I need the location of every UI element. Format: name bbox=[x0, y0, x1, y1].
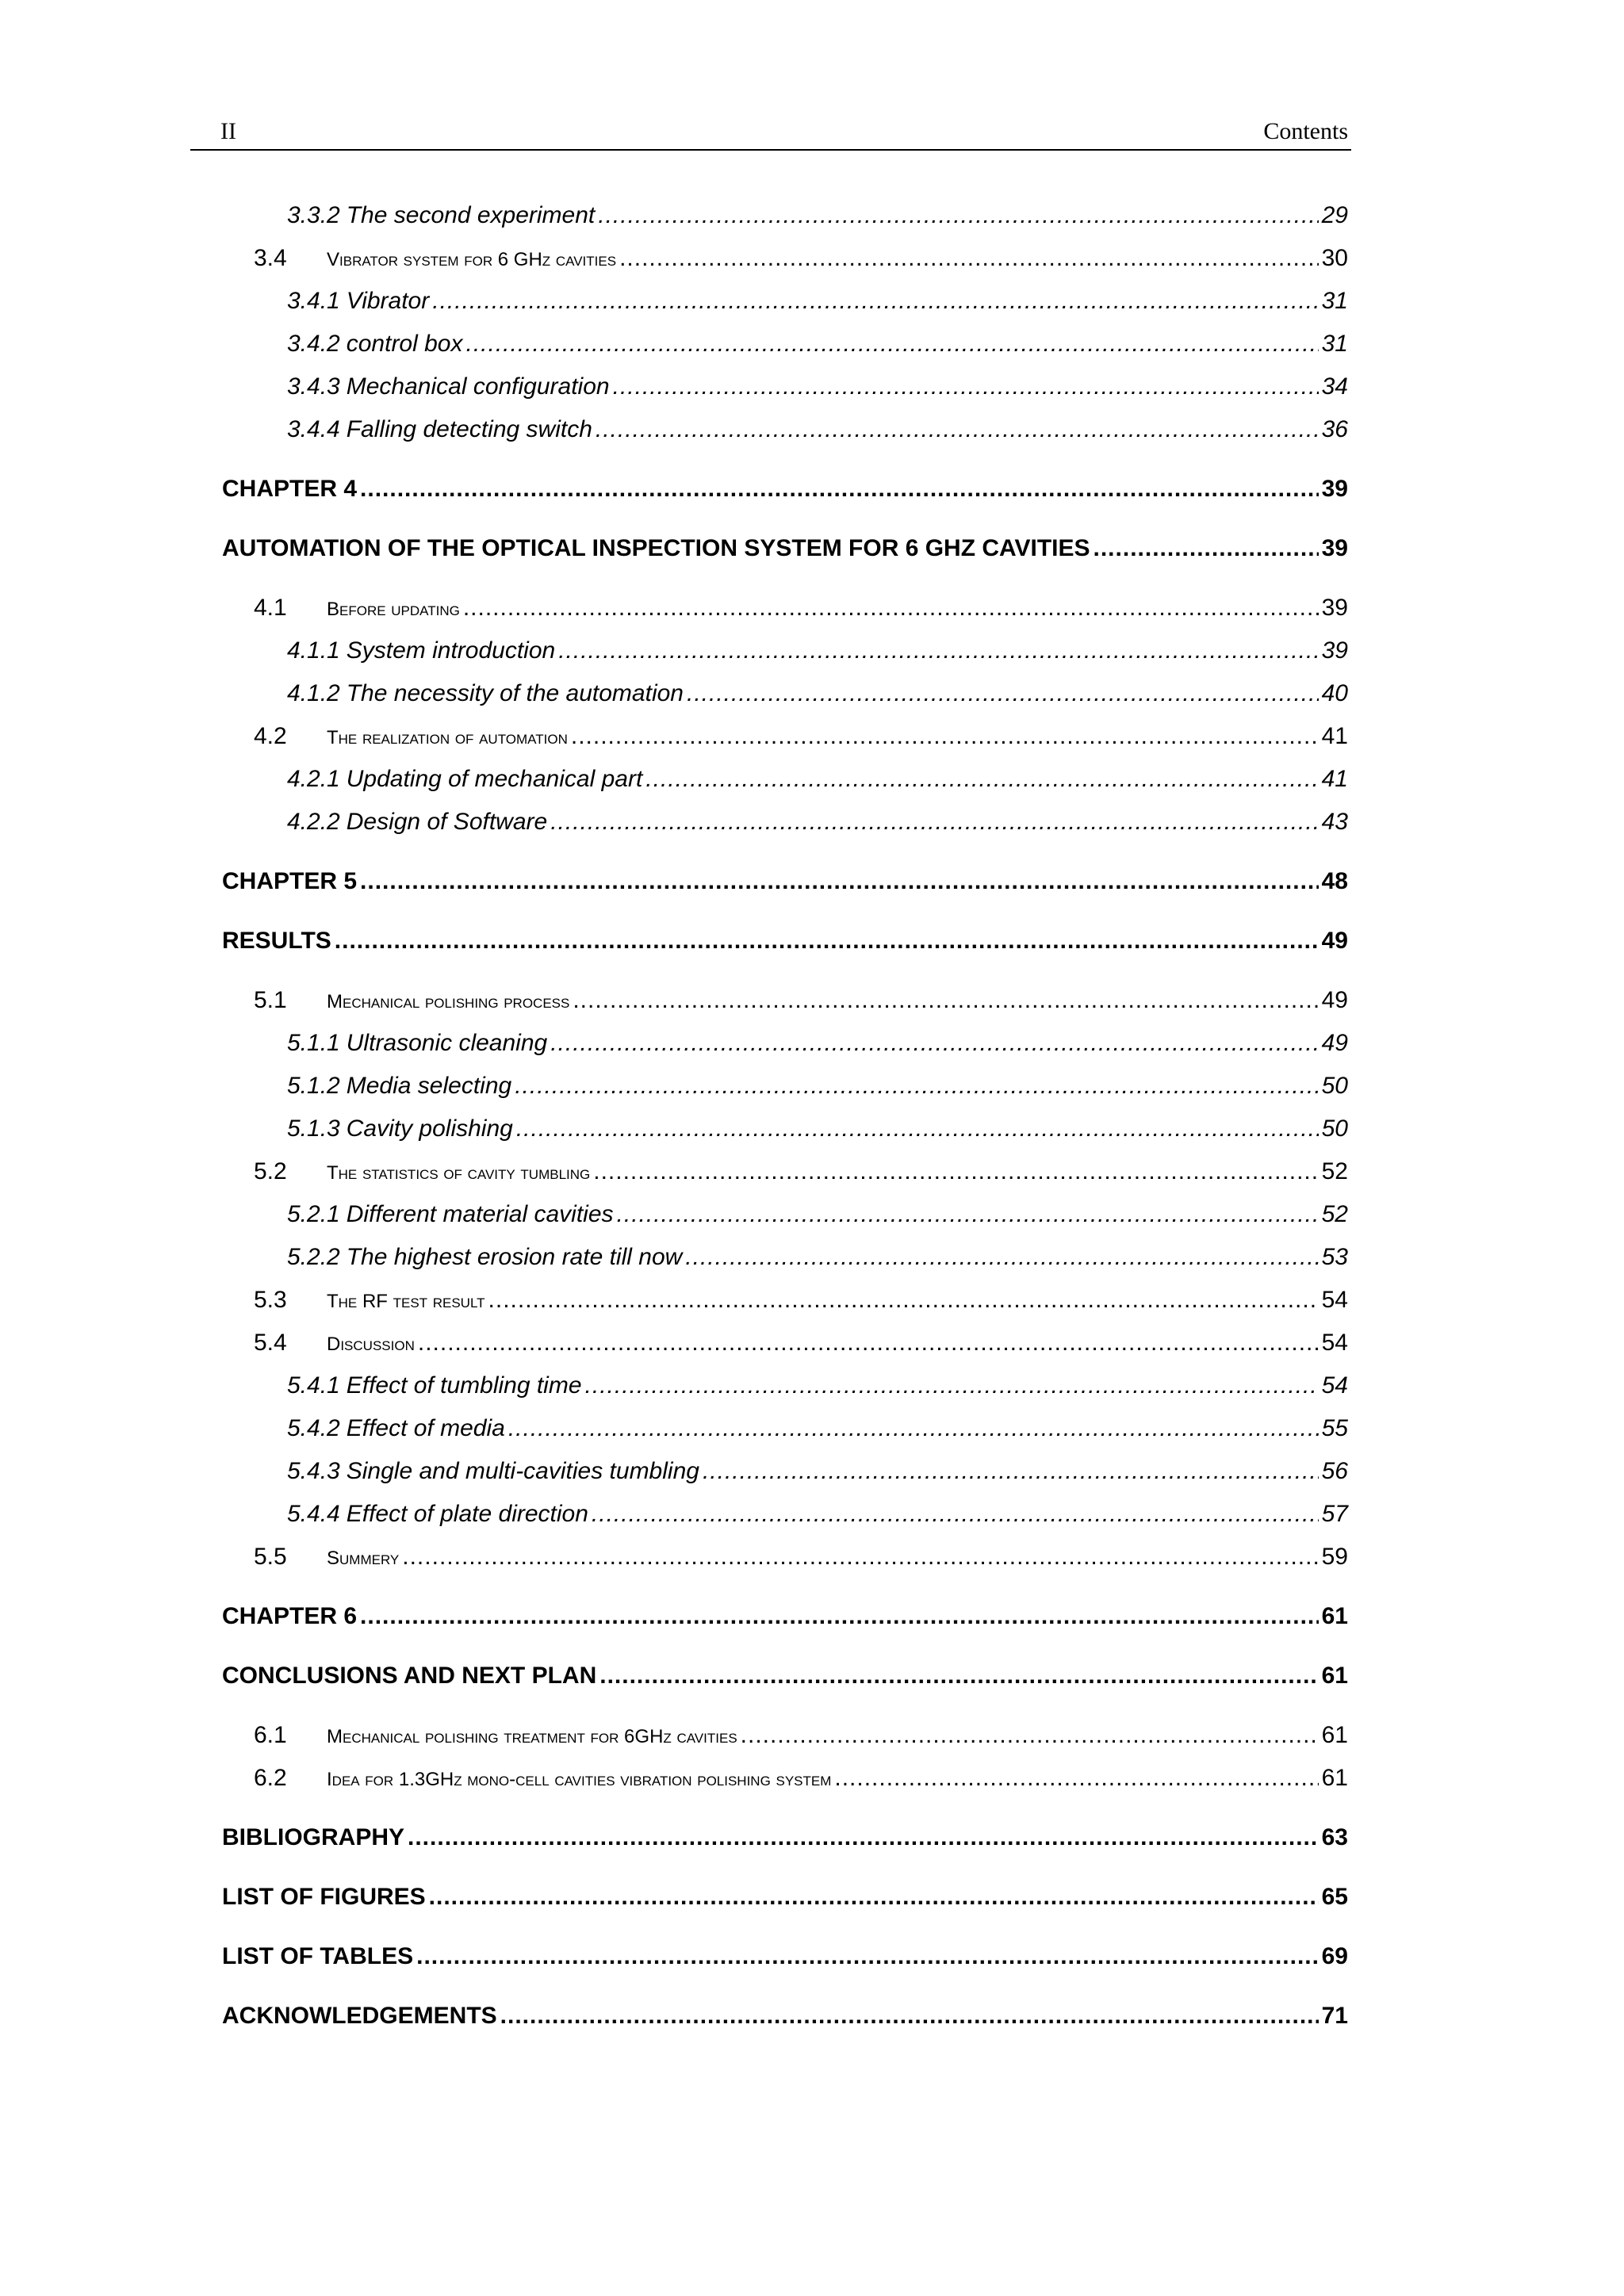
toc-entry-title: Vibrator bbox=[346, 288, 430, 314]
dot-leader bbox=[465, 327, 1318, 362]
toc-entry-page: 36 bbox=[1321, 416, 1348, 442]
toc-entry[interactable] bbox=[222, 719, 1348, 754]
dot-leader bbox=[418, 1326, 1319, 1360]
toc-entry-title: Ultrasonic cleaning bbox=[346, 1030, 548, 1056]
dot-leader bbox=[360, 1599, 1319, 1634]
toc-entry-number: 4.2.2 bbox=[287, 809, 340, 835]
toc-entry-page: 30 bbox=[1321, 245, 1348, 271]
toc-entry[interactable] bbox=[222, 762, 1348, 797]
toc-entry-title: Mechanical polishing treatment for 6GHz cavities bbox=[327, 1726, 737, 1747]
toc-entry-title: Idea for 1.3GHz mono-cell cavities vibration polishing system bbox=[327, 1769, 832, 1790]
dot-leader bbox=[463, 591, 1319, 626]
toc-entry-number: 3.3.2 bbox=[287, 202, 340, 228]
toc-entry[interactable] bbox=[222, 1599, 1348, 1634]
toc-entry[interactable] bbox=[222, 1411, 1348, 1446]
toc-entry-title: CHAPTER 4 bbox=[222, 476, 358, 502]
toc-entry-page: 39 bbox=[1321, 595, 1348, 621]
dot-leader bbox=[573, 983, 1318, 1018]
toc-entry-title: Falling detecting switch bbox=[346, 416, 592, 442]
toc-entry[interactable] bbox=[222, 864, 1348, 899]
toc-entry-title: Effect of tumbling time bbox=[346, 1372, 582, 1399]
dot-leader bbox=[516, 1112, 1319, 1146]
toc-entry[interactable] bbox=[222, 805, 1348, 840]
toc-entry-page: 59 bbox=[1321, 1544, 1348, 1570]
toc-entry-number: 3.4 bbox=[254, 245, 287, 271]
toc-entry-title: The realization of automation bbox=[327, 727, 568, 748]
toc-entry-page: 52 bbox=[1321, 1158, 1348, 1184]
toc-entry-page: 69 bbox=[1321, 1943, 1348, 1969]
dot-leader bbox=[685, 1240, 1318, 1275]
toc-entry[interactable] bbox=[222, 284, 1348, 319]
dot-leader bbox=[550, 805, 1318, 840]
toc-entry-title: RESULTS bbox=[222, 928, 331, 954]
toc-entry-title: System introduction bbox=[346, 637, 556, 664]
toc-entry[interactable] bbox=[222, 1368, 1348, 1403]
toc-entry-page: 31 bbox=[1321, 288, 1348, 314]
toc-entry-title: Summery bbox=[327, 1548, 400, 1569]
toc-entry-page: 63 bbox=[1321, 1824, 1348, 1850]
dot-leader bbox=[432, 284, 1318, 319]
toc-entry[interactable] bbox=[222, 676, 1348, 711]
dot-leader bbox=[585, 1368, 1319, 1403]
dot-leader bbox=[488, 1283, 1319, 1318]
toc-entry[interactable] bbox=[222, 1240, 1348, 1275]
toc-entry-title: AUTOMATION OF THE OPTICAL INSPECTION SYSTEM FOR 6 GHZ CAVITIES bbox=[222, 535, 1090, 561]
toc-entry-page: 61 bbox=[1321, 1765, 1348, 1791]
toc-entry-page: 39 bbox=[1321, 476, 1348, 502]
toc-entry-title: BIBLIOGRAPHY bbox=[222, 1824, 405, 1850]
toc-entry[interactable] bbox=[222, 1069, 1348, 1104]
toc-entry-page: 54 bbox=[1321, 1287, 1348, 1313]
toc-entry-title: Mechanical polishing process bbox=[327, 991, 570, 1012]
dot-leader bbox=[360, 864, 1319, 899]
toc-entry-page: 61 bbox=[1321, 1722, 1348, 1748]
toc-entry-title: LIST OF FIGURES bbox=[222, 1884, 426, 1910]
toc-entry-title: control box bbox=[346, 331, 463, 357]
toc-entry-number: 5.1.3 bbox=[287, 1115, 340, 1142]
toc-entry-title: Media selecting bbox=[346, 1073, 512, 1099]
toc-entry[interactable] bbox=[222, 241, 1348, 276]
toc-entry-page: 49 bbox=[1321, 928, 1348, 954]
toc-entry[interactable] bbox=[222, 1820, 1348, 1855]
toc-entry-title: CHAPTER 6 bbox=[222, 1603, 358, 1629]
toc-entry[interactable] bbox=[222, 1540, 1348, 1575]
toc-entry-number: 3.4.2 bbox=[287, 331, 340, 357]
toc-entry[interactable] bbox=[222, 1154, 1348, 1189]
toc-entry-page: 41 bbox=[1321, 723, 1348, 749]
toc-entry-title: Effect of media bbox=[346, 1415, 505, 1441]
toc-entry[interactable] bbox=[222, 1659, 1348, 1693]
toc-entry[interactable] bbox=[222, 633, 1348, 668]
toc-entry-page: 57 bbox=[1321, 1501, 1348, 1527]
toc-entry[interactable] bbox=[222, 1283, 1348, 1318]
dot-leader bbox=[1094, 531, 1319, 566]
toc-entry[interactable] bbox=[222, 472, 1348, 507]
toc-entry-page: 43 bbox=[1321, 809, 1348, 835]
dot-leader bbox=[596, 412, 1319, 447]
dot-leader bbox=[599, 1659, 1318, 1693]
toc-entry-title: Updating of mechanical part bbox=[346, 766, 643, 792]
dot-leader bbox=[571, 719, 1319, 754]
toc-entry-page: 53 bbox=[1321, 1244, 1348, 1270]
toc-entry-number: 4.1 bbox=[254, 595, 287, 621]
toc-entry[interactable] bbox=[222, 1326, 1348, 1360]
toc-entry-title: The necessity of the automation bbox=[346, 680, 684, 706]
dot-leader bbox=[741, 1718, 1319, 1753]
toc-entry[interactable] bbox=[222, 1761, 1348, 1796]
page-header bbox=[190, 117, 1351, 151]
dot-leader bbox=[834, 1761, 1318, 1796]
toc-entry-number: 4.1.2 bbox=[287, 680, 340, 706]
toc-entry-page: 55 bbox=[1321, 1415, 1348, 1441]
toc-entry-number: 5.4.1 bbox=[287, 1372, 340, 1399]
toc-entry[interactable] bbox=[222, 1197, 1348, 1232]
toc-entry[interactable] bbox=[222, 1026, 1348, 1061]
dot-leader bbox=[500, 1999, 1319, 2034]
toc-entry-page: 52 bbox=[1321, 1201, 1348, 1227]
toc-entry[interactable] bbox=[222, 1939, 1348, 1974]
toc-entry-number: 3.4.4 bbox=[287, 416, 340, 442]
dot-leader bbox=[558, 633, 1318, 668]
toc-entry-title: The statistics of cavity tumbling bbox=[327, 1162, 591, 1184]
dot-leader bbox=[408, 1820, 1319, 1855]
toc-entry-title: Mechanical configuration bbox=[346, 373, 610, 400]
toc-entry-page: 48 bbox=[1321, 868, 1348, 894]
dot-leader bbox=[617, 1197, 1319, 1232]
running-title: Contents bbox=[1263, 118, 1348, 144]
toc-entry-title: Before updating bbox=[327, 599, 460, 620]
toc-entry-page: 49 bbox=[1321, 1030, 1348, 1056]
toc-entry[interactable] bbox=[222, 412, 1348, 447]
toc-entry-page: 31 bbox=[1321, 331, 1348, 357]
toc-entry-number: 4.2 bbox=[254, 723, 287, 749]
toc-entry-number: 5.2 bbox=[254, 1158, 287, 1184]
toc-entry-title: Discussion bbox=[327, 1334, 415, 1355]
toc-entry[interactable] bbox=[222, 924, 1348, 959]
toc-entry-title: Cavity polishing bbox=[346, 1115, 513, 1142]
page-number: II bbox=[220, 118, 236, 144]
toc-entry[interactable] bbox=[222, 1999, 1348, 2034]
toc-entry-title: The RF test result bbox=[327, 1291, 485, 1312]
toc-entry-title: The second experiment bbox=[346, 202, 596, 228]
toc-entry-number: 5.4.4 bbox=[287, 1501, 340, 1527]
toc-entry-page: 54 bbox=[1321, 1372, 1348, 1399]
toc-entry-number: 5.4.3 bbox=[287, 1458, 340, 1484]
toc-entry-title: Vibrator system for 6 GHz cavities bbox=[327, 249, 617, 270]
toc-entry-page: 50 bbox=[1321, 1115, 1348, 1142]
toc-entry[interactable] bbox=[222, 1718, 1348, 1753]
toc-entry-number: 5.1 bbox=[254, 987, 287, 1013]
dot-leader bbox=[550, 1026, 1318, 1061]
dot-leader bbox=[515, 1069, 1318, 1104]
toc-entry-page: 56 bbox=[1321, 1458, 1348, 1484]
toc-entry-title: Effect of plate direction bbox=[346, 1501, 588, 1527]
dot-leader bbox=[619, 241, 1319, 276]
toc-entry-title: CHAPTER 5 bbox=[222, 868, 358, 894]
toc-entry-title: Design of Software bbox=[346, 809, 548, 835]
toc-entry-page: 50 bbox=[1321, 1073, 1348, 1099]
toc-entry[interactable] bbox=[222, 198, 1348, 233]
toc-entry[interactable] bbox=[222, 1880, 1348, 1915]
toc-entry-title: CONCLUSIONS AND NEXT PLAN bbox=[222, 1663, 597, 1689]
dot-leader bbox=[598, 198, 1318, 233]
toc-entry-page: 61 bbox=[1321, 1663, 1348, 1689]
dot-leader bbox=[592, 1497, 1319, 1532]
toc-entry-page: 29 bbox=[1321, 202, 1348, 228]
toc-entry-page: 71 bbox=[1321, 2003, 1348, 2029]
dot-leader bbox=[360, 472, 1319, 507]
toc-entry-title: Different material cavities bbox=[346, 1201, 614, 1227]
toc-entry-page: 65 bbox=[1321, 1884, 1348, 1910]
toc-entry-number: 5.5 bbox=[254, 1544, 287, 1570]
toc-entry-number: 3.4.1 bbox=[287, 288, 340, 314]
toc-entry-number: 5.1.1 bbox=[287, 1030, 340, 1056]
toc-entry[interactable] bbox=[222, 591, 1348, 626]
toc-entry-page: 39 bbox=[1321, 535, 1348, 561]
dot-leader bbox=[687, 676, 1319, 711]
toc-entry[interactable] bbox=[222, 1112, 1348, 1146]
toc-entry-number: 5.1.2 bbox=[287, 1073, 340, 1099]
toc-entry-number: 3.4.3 bbox=[287, 373, 340, 400]
toc-entry-page: 34 bbox=[1321, 373, 1348, 400]
dot-leader bbox=[402, 1540, 1318, 1575]
toc-entry-title: LIST OF TABLES bbox=[222, 1943, 414, 1969]
toc-entry[interactable] bbox=[222, 1497, 1348, 1532]
toc-entry-number: 5.2.1 bbox=[287, 1201, 340, 1227]
toc-entry-number: 6.1 bbox=[254, 1722, 287, 1748]
toc-entry-number: 4.1.1 bbox=[287, 637, 340, 664]
toc-entry[interactable] bbox=[222, 1454, 1348, 1489]
dot-leader bbox=[703, 1454, 1319, 1489]
toc-entry-number: 5.4.2 bbox=[287, 1415, 340, 1441]
toc-entry-title: The highest erosion rate till now bbox=[346, 1244, 683, 1270]
toc-entry[interactable] bbox=[222, 327, 1348, 362]
toc-entry-page: 54 bbox=[1321, 1330, 1348, 1356]
toc-entry-title: ACKNOWLEDGEMENTS bbox=[222, 2003, 497, 2029]
toc-entry-page: 41 bbox=[1321, 766, 1348, 792]
dot-leader bbox=[508, 1411, 1319, 1446]
dot-leader bbox=[645, 762, 1318, 797]
toc-entry-number: 5.4 bbox=[254, 1330, 287, 1356]
toc-entry[interactable] bbox=[222, 983, 1348, 1018]
toc-entry-number: 5.3 bbox=[254, 1287, 287, 1313]
dot-leader bbox=[593, 1154, 1318, 1189]
toc-entry-page: 40 bbox=[1321, 680, 1348, 706]
toc-entry-page: 61 bbox=[1321, 1603, 1348, 1629]
toc-entry[interactable] bbox=[222, 369, 1348, 404]
dot-leader bbox=[613, 369, 1319, 404]
toc-entry-page: 39 bbox=[1321, 637, 1348, 664]
toc-entry[interactable] bbox=[222, 531, 1348, 566]
toc-entry-page: 49 bbox=[1321, 987, 1348, 1013]
toc-entry-title: Single and multi-cavities tumbling bbox=[346, 1458, 699, 1484]
toc-entry-number: 6.2 bbox=[254, 1765, 287, 1791]
dot-leader bbox=[335, 924, 1319, 959]
toc-entry-number: 4.2.1 bbox=[287, 766, 340, 792]
dot-leader bbox=[429, 1880, 1319, 1915]
dot-leader bbox=[416, 1939, 1319, 1974]
toc-entry-number: 5.2.2 bbox=[287, 1244, 340, 1270]
